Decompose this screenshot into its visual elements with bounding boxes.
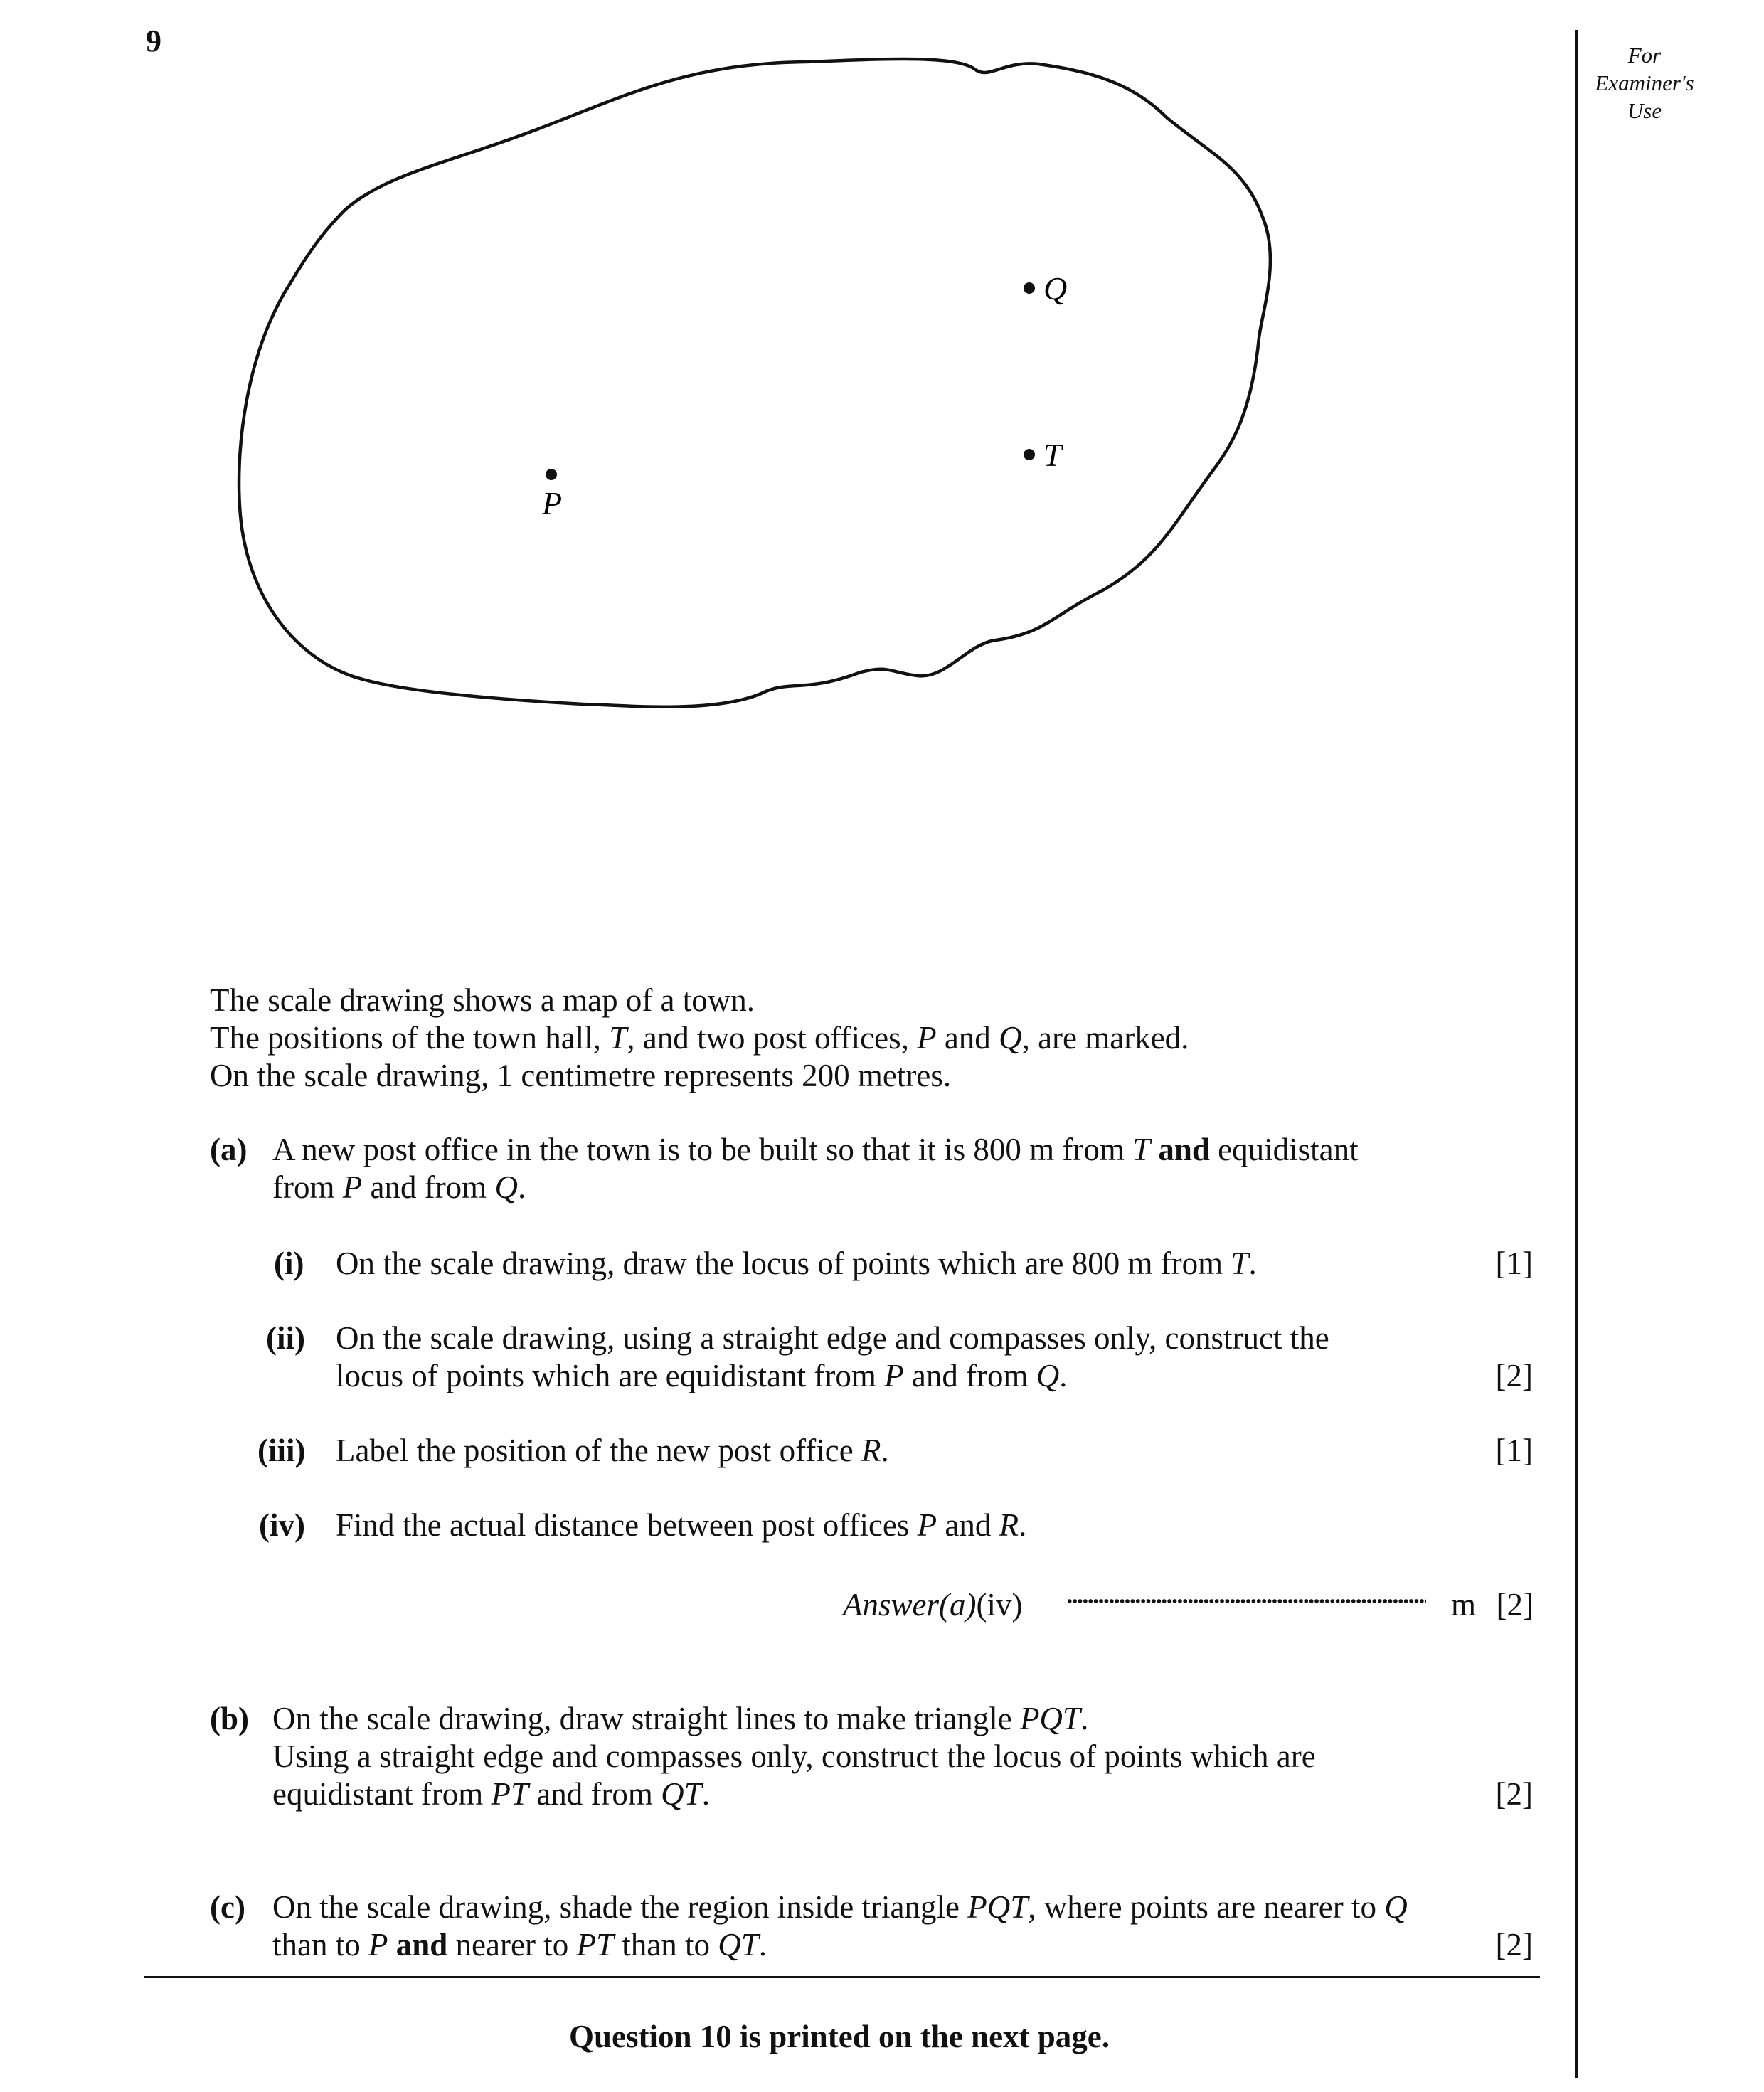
part-a-iii-mark: [1] (1495, 1433, 1533, 1468)
point-p-dot (546, 469, 557, 480)
part-a-i-var: T (1231, 1246, 1249, 1281)
intro-text: , and two post offices, (627, 1020, 918, 1056)
part-a-ii-var: Q (1036, 1358, 1060, 1393)
part-a-iii-span: . (881, 1433, 889, 1468)
part-c-var: P (368, 1927, 388, 1963)
part-a-ii-span: and from (903, 1358, 1036, 1393)
part-a-line-1 (272, 1131, 1359, 1169)
part-c-var: PQT (967, 1889, 1029, 1925)
part-a-ii-line-2 (336, 1357, 1068, 1395)
point-p-label: P (542, 485, 563, 521)
part-c-var: PT (576, 1927, 614, 1963)
part-b-label: (b) (210, 1701, 249, 1736)
part-c-var: Q (1384, 1889, 1408, 1925)
part-a-iii-label: (iii) (257, 1433, 306, 1468)
part-a-bold: and (1150, 1132, 1210, 1167)
part-b-line-1 (272, 1700, 1088, 1738)
part-a-iv-span: and (937, 1507, 999, 1543)
part-a-text: from (272, 1169, 343, 1205)
part-c-span: than to (613, 1927, 718, 1963)
part-b-line-3 (272, 1775, 710, 1813)
town-map (235, 53, 1444, 736)
part-b-span: equidistant from (272, 1776, 492, 1812)
part-a-var: Q (494, 1169, 518, 1205)
answer-label-italic: Answer(a) (843, 1587, 977, 1623)
part-b-span: On the scale drawing, draw straight lines to make triangle (272, 1701, 1020, 1736)
part-b-span: and from (528, 1776, 662, 1812)
part-a-iv-mark: [2] (1496, 1587, 1534, 1623)
part-a-text: A new post office in the town is to be built so that it is 800 m from (272, 1132, 1133, 1167)
part-b-var: PQT (1019, 1701, 1080, 1736)
part-a-iv-text (336, 1507, 1026, 1544)
part-b-var: QT (661, 1776, 702, 1812)
part-a-iv-label: (iv) (259, 1507, 305, 1543)
part-c-mark: [2] (1495, 1927, 1533, 1963)
part-a-iii-var: R (861, 1433, 881, 1468)
part-a-line-2 (272, 1169, 526, 1206)
part-a-i-span: . (1248, 1246, 1257, 1281)
part-a-i-label: (i) (274, 1246, 304, 1281)
part-b-span: . (1080, 1701, 1089, 1736)
part-b-span: . (701, 1776, 710, 1812)
part-a-ii-span: . (1059, 1358, 1068, 1393)
intro-text: and (936, 1020, 999, 1056)
answer-a-iv-label (843, 1586, 1022, 1624)
point-q-label: Q (1043, 270, 1068, 307)
part-a-iv-span: . (1019, 1507, 1027, 1543)
town-boundary (239, 59, 1270, 707)
intro-var-q: Q (999, 1020, 1022, 1056)
part-b-mark: [2] (1495, 1776, 1533, 1812)
part-c-var: QT (718, 1927, 759, 1963)
page-number: 9 (146, 23, 161, 58)
part-a-text: and from (362, 1169, 495, 1205)
examiner-line-2: Examiner's (1595, 70, 1694, 95)
footer-note: Question 10 is printed on the next page. (568, 2019, 1110, 2054)
part-a-iv-var: P (917, 1507, 937, 1543)
part-c-bold: and (388, 1927, 448, 1963)
part-a-var: P (342, 1169, 363, 1205)
part-c-line-1 (272, 1889, 1408, 1926)
answer-a-iv-field[interactable] (1067, 1597, 1426, 1605)
intro-line-1: The scale drawing shows a map of a town. (210, 982, 755, 1018)
part-a-iv-var: R (999, 1507, 1019, 1543)
part-a-ii-mark: [2] (1495, 1358, 1533, 1393)
part-a-iii-span: Label the position of the new post office (336, 1433, 861, 1468)
part-a-ii-label: (ii) (266, 1320, 305, 1356)
intro-line-3: On the scale drawing, 1 centimetre represents 200 metres. (210, 1058, 952, 1093)
part-b-var: PT (491, 1776, 528, 1812)
part-a-iv-span: Find the actual distance between post offices (336, 1507, 918, 1543)
part-a-i-span: On the scale drawing, draw the locus of points which are 800 m from (336, 1246, 1231, 1281)
intro-var-p: P (917, 1020, 937, 1056)
part-a-label: (a) (210, 1132, 248, 1167)
answer-a-iv-unit: m (1451, 1587, 1477, 1623)
examiner-line-1: For (1627, 43, 1662, 68)
part-c-span: nearer to (447, 1927, 577, 1963)
part-a-text: equidistant (1209, 1132, 1359, 1167)
point-t-label: T (1043, 437, 1062, 473)
part-c-label: (c) (210, 1889, 245, 1925)
part-a-ii-line-1: On the scale drawing, using a straight edge and compasses only, construct the (336, 1320, 1329, 1356)
part-a-var: T (1132, 1132, 1151, 1167)
part-a-i-text (336, 1245, 1257, 1283)
part-c-span: than to (272, 1927, 368, 1963)
part-c-line-2 (272, 1926, 767, 1964)
bottom-rule (144, 1976, 1540, 1978)
part-c-span: On the scale drawing, shade the region inside triangle (272, 1889, 968, 1925)
part-a-ii-span: locus of points which are equidistant from (336, 1358, 885, 1393)
intro-text: , are marked. (1021, 1020, 1189, 1056)
part-a-ii-var: P (884, 1358, 904, 1393)
answer-label-part: (iv) (976, 1587, 1023, 1623)
intro-text: The positions of the town hall, (210, 1020, 610, 1056)
part-a-i-mark: [1] (1495, 1246, 1533, 1281)
part-b-line-2: Using a straight edge and compasses only, construct the locus of points which are (272, 1738, 1316, 1774)
part-c-span: , where points are nearer to (1028, 1889, 1385, 1925)
examiner-line-3: Use (1627, 98, 1662, 123)
intro-line-2 (210, 1019, 1189, 1057)
intro-var-t: T (609, 1020, 627, 1056)
part-c-span: . (758, 1927, 767, 1963)
part-a-iii-text (336, 1432, 889, 1470)
part-a-text: . (517, 1169, 526, 1205)
examiner-margin-rule (1575, 30, 1578, 2078)
point-q-dot (1024, 282, 1035, 294)
examiner-use-box (1580, 41, 1709, 124)
point-t-dot (1024, 449, 1035, 460)
